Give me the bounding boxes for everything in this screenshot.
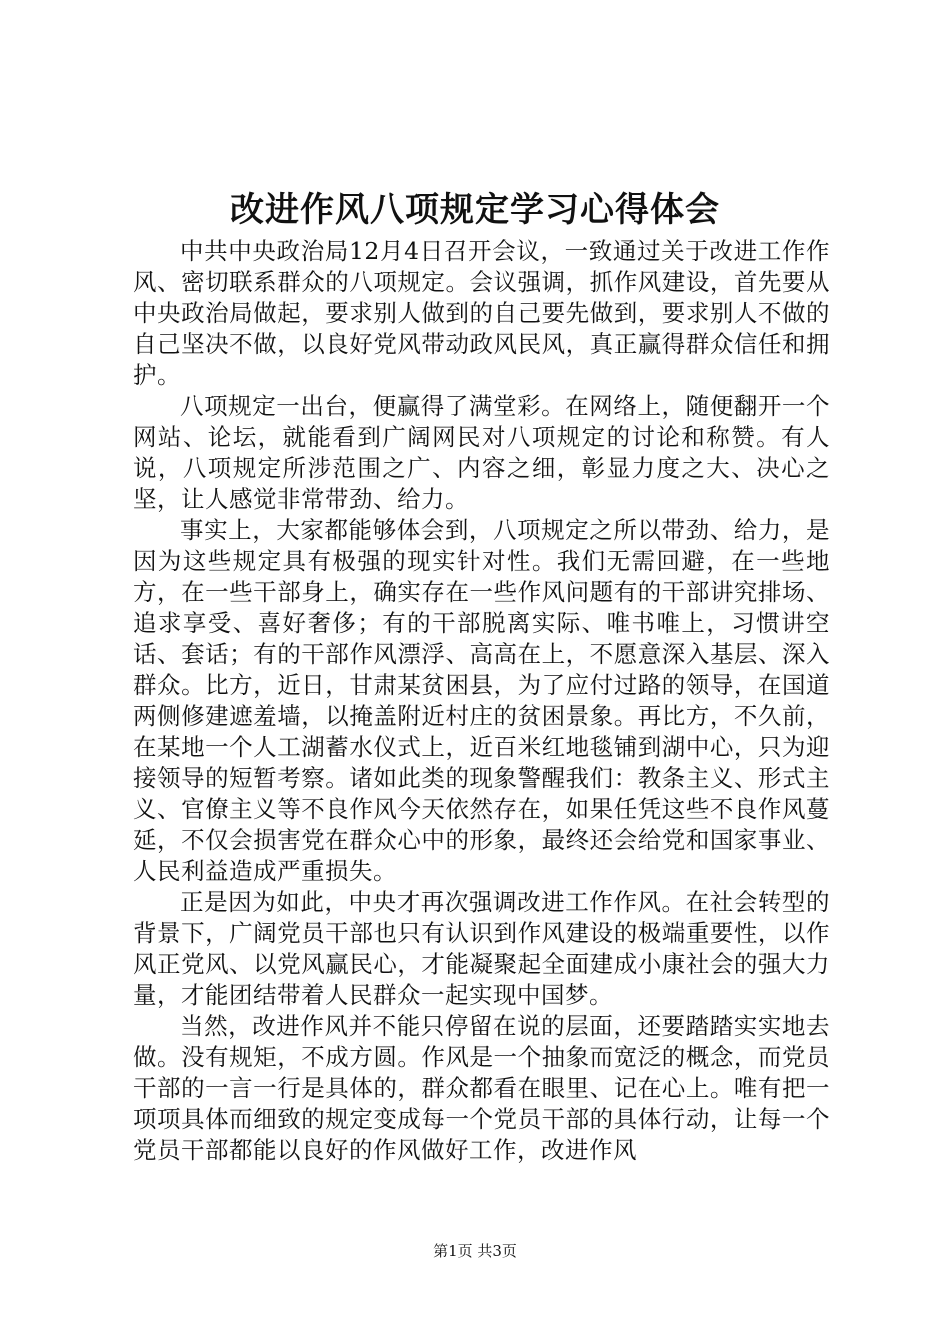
document-title: 改进作风八项规定学习心得体会 — [230, 190, 720, 230]
document-body — [133, 236, 830, 1166]
page-footer: 第1页 共3页 — [433, 1242, 517, 1260]
paragraph-2: 八项规定一出台，便赢得了满堂彩。在网络上，随便翻开一个网站、论坛，就能看到广阔网民对八项规定的讨论和称赞。有人说，八项规定所涉范围之广、内容之细，彰显力度之大、决心之坚，让人感觉非常带劲、给力。 — [133, 392, 830, 513]
paragraph-5: 当然，改进作风并不能只停留在说的层面，还要踏踏实实地去做。没有规矩，不成方圆。作风是一个抽象而宽泛的概念，而党员干部的一言一行是具体的，群众都看在眼里、记在心上。唯有把一项项具体而细致的规定变成每一个党员干部的具体行动，让每一个党员干部都能以良好的作风做好工作，改进作风 — [133, 1012, 830, 1164]
paragraph-3: 事实上，大家都能够体会到，八项规定之所以带劲、给力，是因为这些规定具有极强的现实针对性。我们无需回避，在一些地方，在一些干部身上，确实存在一些作风问题有的干部讲究排场、追求享受、喜好奢侈；有的干部脱离实际、唯书唯上，习惯讲空话、套话；有的干部作风漂浮、高高在上，不愿意深入基层、深入群众。比方，近日，甘肃某贫困县，为了应付过路的领导，在国道两侧修建遮羞墙，以掩盖附近村庄的贫困景象。再比方，不久前，在某地一个人工湖蓄水仪式上，近百米红地毯铺到湖中心，只为迎接领导的短暂考察。诸如此类的现象警醒我们：教条主义、形式主义、官僚主义等不良作风今天依然存在，如果任凭这些不良作风蔓延，不仅会损害党在群众心中的形象，最终还会给党和国家事业、人民利益造成严重损失。 — [133, 516, 830, 885]
paragraph-1: 中共中央政治局12月4日召开会议，一致通过关于改进工作作风、密切联系群众的八项规定。会议强调，抓作风建设，首先要从中央政治局做起，要求别人做到的自己要先做到，要求别人不做的自己坚决不做，以良好党风带动政风民风，真正赢得群众信任和拥护。 — [133, 237, 830, 389]
paragraph-4: 正是因为如此，中央才再次强调改进工作作风。在社会转型的背景下，广阔党员干部也只有认识到作风建设的极端重要性，以作风正党风、以党风赢民心，才能凝聚起全面建成小康社会的强大力量，才能团结带着人民群众一起实现中国梦。 — [133, 888, 830, 1009]
